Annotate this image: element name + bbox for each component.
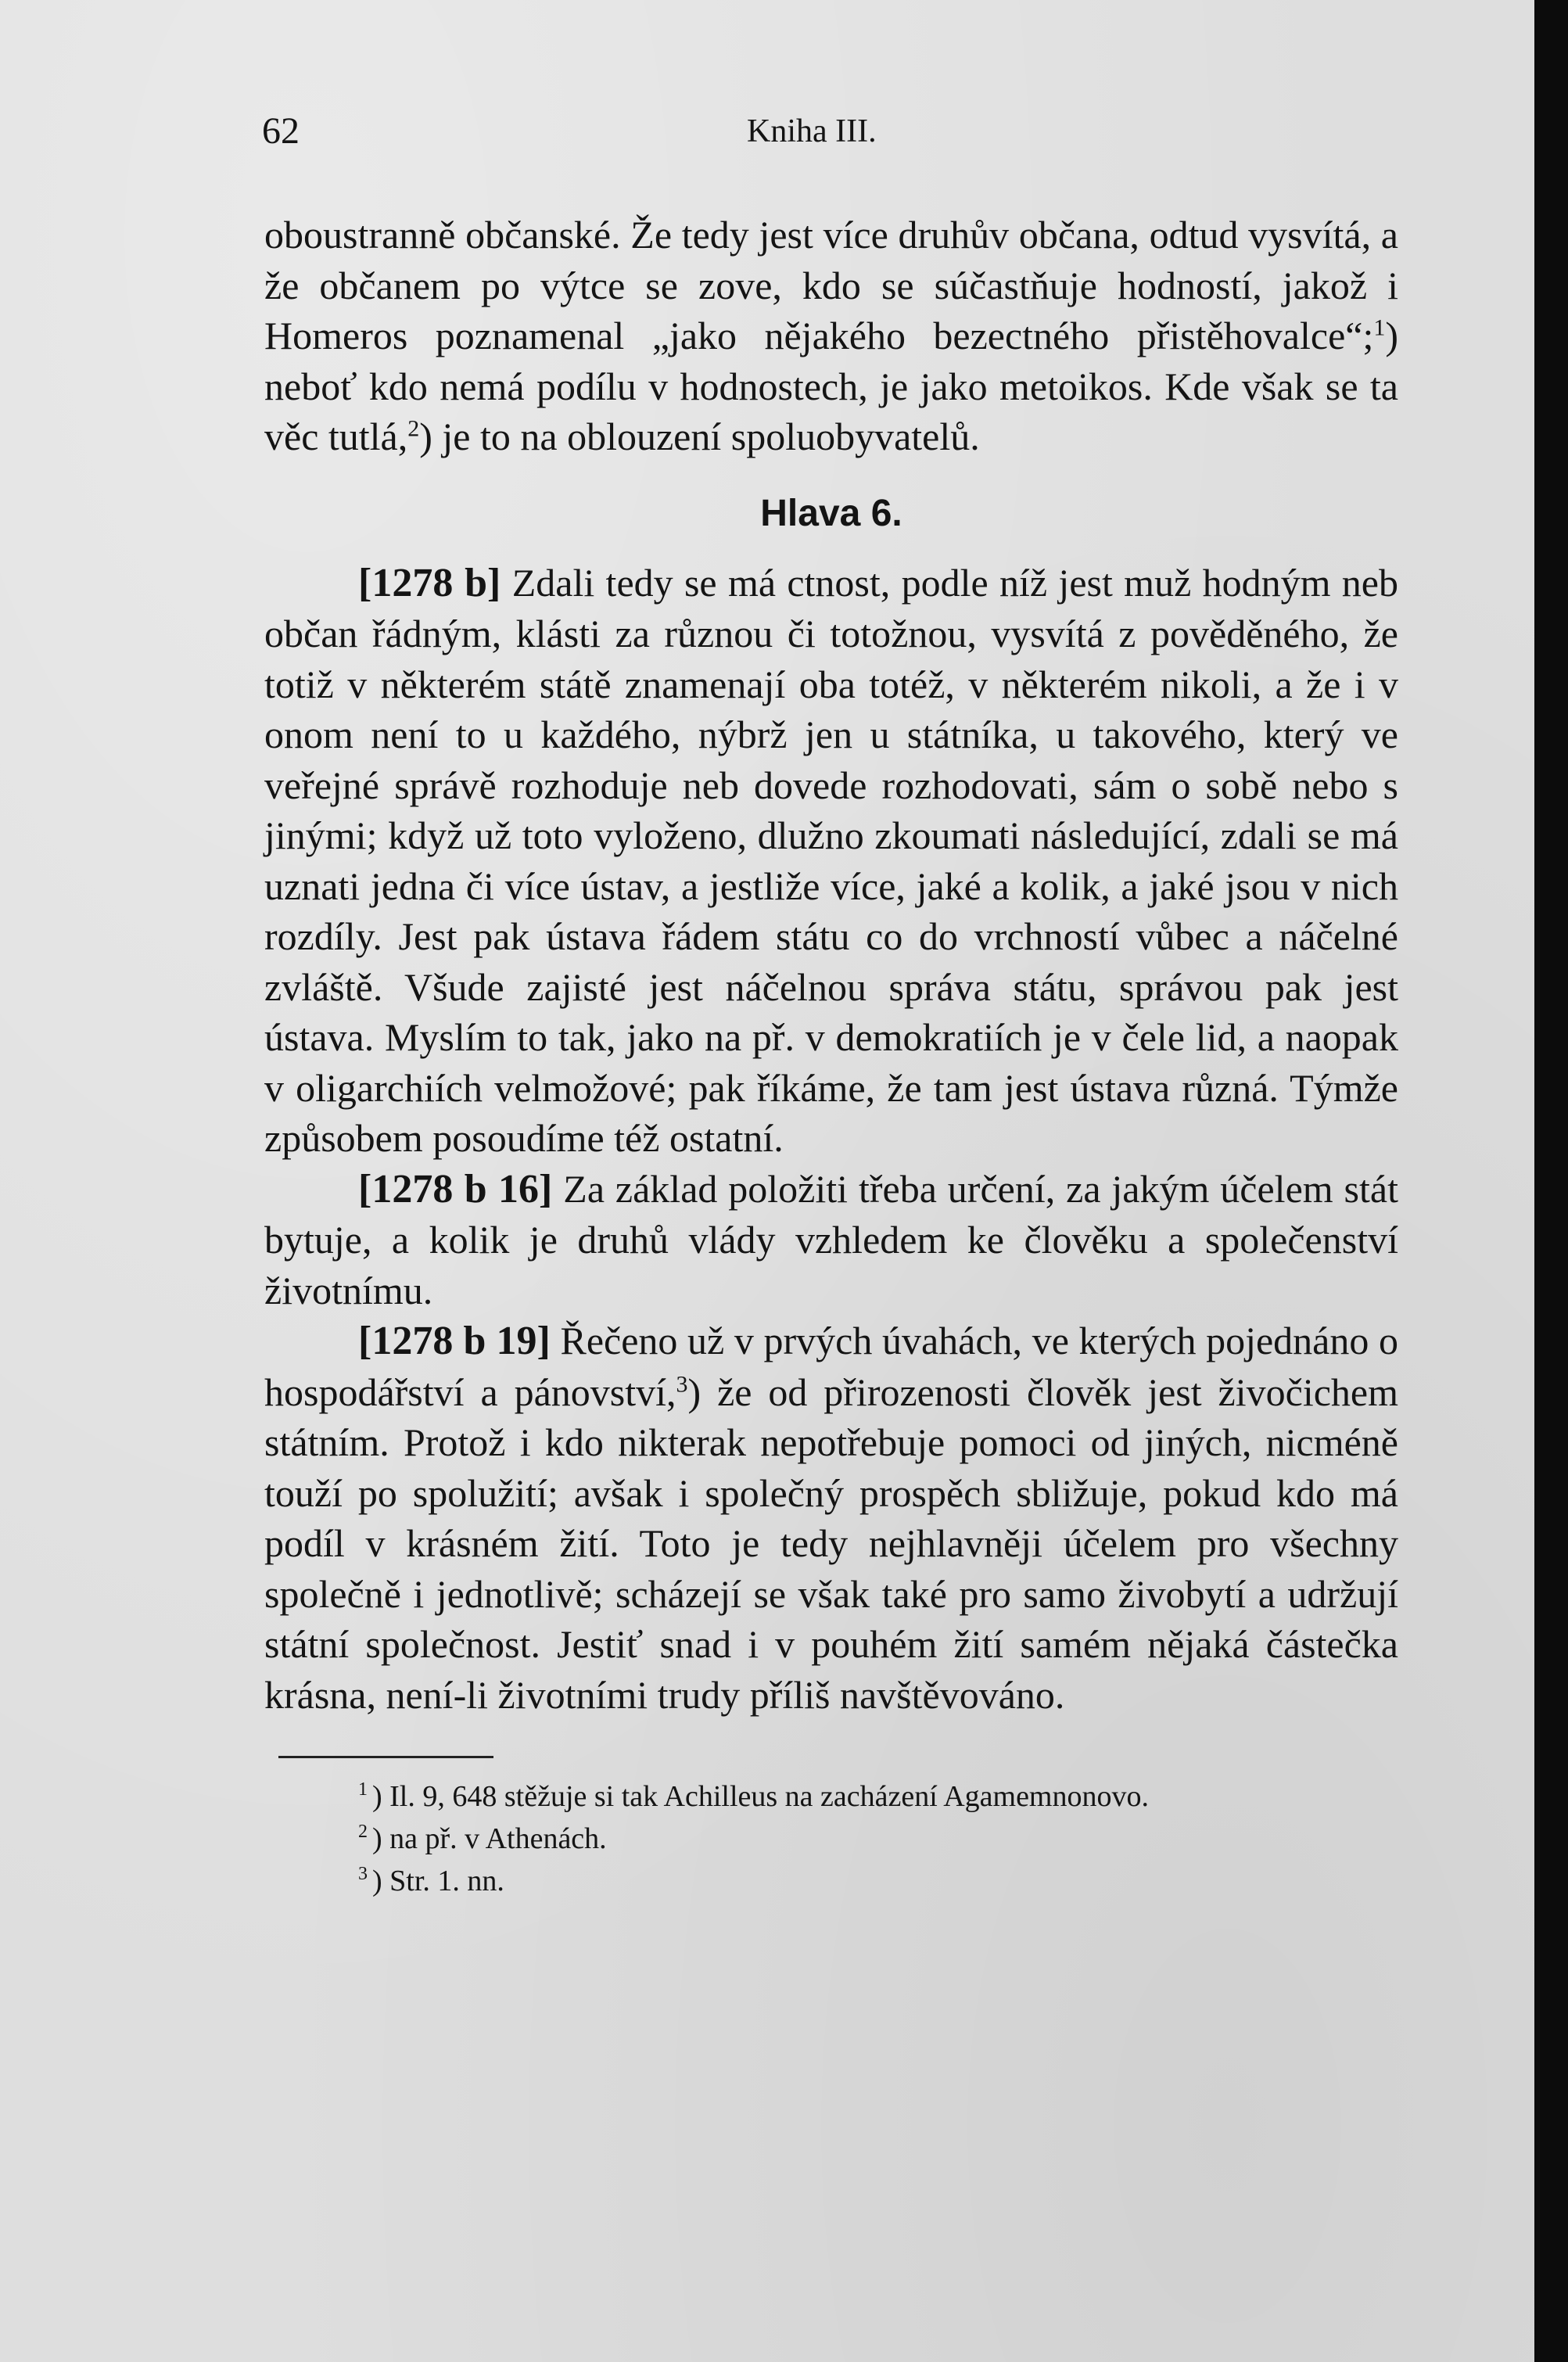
text-block <box>264 210 1398 1902</box>
footnote <box>358 1818 1398 1860</box>
bekker-reference: [1278 b 16] <box>358 1166 553 1212</box>
footnote-text: ) Str. 1. nn. <box>372 1865 504 1897</box>
chapter-heading: Hlava 6. <box>760 492 902 534</box>
paragraph-2-text: Zdali tedy se má ctnost, podle níž jest muž hodným neb občan řádným, klásti za různou či totožnou, vysvítá z pověděného, že totiž v některém státě znamenají oba totéž, v některém nikoli, a že i v onom není to u každého, nýbrž jen u státníka, u takového, který ve veřejné správě rozhoduje neb dovede rozhodovati, sám o sobě nebo s jinými; když už toto vyloženo, dlužno zkoumati následující, zdali se má uznati jedna či více ústav, a jestliže více, jaké a kolik, a jaké jsou v nich rozdíly. Jest pak ústava řádem státu co do vrchností vůbec a náčelné zvláště. Všude zajisté jest náčelnou správa státu, správou pak jest ústava. Myslím to tak, jako na př. v demokratiích je v čele lid, a naopak v oligarchiích velmožové; pak říkáme, že tam jest ústava různá. Týmže způsobem posoudíme též ostatní. <box>264 560 1398 1160</box>
paragraph-1-text-b: ) neboť kdo nemá podílu v hodnostech, je jako metoikos. Kde však se ta věc tutlá, <box>264 314 1398 458</box>
footnote-mark: 3 <box>358 1864 368 1885</box>
paragraph-1-text-a: oboustranně občanské. Že tedy jest více druhův občana, odtud vysvítá, a že občanem po výtce se zove, kdo se súčastňuje hodností, jakož i Homeros poznamenal „jako nějakého bezectného přistěhovalce“; <box>264 213 1398 357</box>
running-head <box>262 109 1404 164</box>
footnote-text: ) Il. 9, 648 stěžuje si tak Achilleus na zacházení Agamemnonovo. <box>372 1780 1149 1813</box>
bekker-reference: [1278 b 19] <box>358 1319 551 1363</box>
bekker-reference: [1278 b] <box>358 560 501 605</box>
footnote <box>358 1860 1398 1902</box>
paragraph-1 <box>264 210 1398 462</box>
footnote-divider <box>278 1756 493 1758</box>
footnote-ref-1: 1 <box>1373 314 1386 341</box>
paragraph-3-text: Za základ položiti třeba určení, za jakým účelem stát bytuje, a kolik je druhů vlády vzhledem ke člověku a společenství životnímu. <box>264 1166 1398 1312</box>
scan-edge <box>1534 0 1568 2362</box>
footnote-mark: 1 <box>358 1779 368 1800</box>
paragraph-2 <box>264 558 1398 1164</box>
paragraph-3 <box>264 1164 1398 1316</box>
footnotes <box>264 1775 1398 1902</box>
footnote-ref-2: 2 <box>407 415 420 442</box>
footnote <box>358 1775 1398 1818</box>
paragraph-4 <box>264 1316 1398 1720</box>
page-number: 62 <box>262 110 300 152</box>
footnote-text: ) na př. v Athenách. <box>372 1822 607 1855</box>
footnote-mark: 2 <box>358 1822 368 1843</box>
paragraph-4-text-b: ) že od přirozenosti člověk jest živočichem státním. Protož i kdo nikterak nepotřebuje pomoci od jiných, nicméně touží po spolužití; avšak i společný prospěch sbližuje, pokud kdo má podíl v krásném žití. Toto je tedy nejhlavněji účelem pro všechny společně i jednotlivě; scházejí se však také pro samo živobytí a udržují státní společnost. Jestiť snad i v pouhém žití samém nějaká částečka krásna, není-li životními trudy příliš navštěvováno. <box>264 1369 1398 1717</box>
footnote-ref-3: 3 <box>676 1370 688 1397</box>
paragraph-1-text-c: ) je to na oblouzení spoluobyvatelů. <box>419 415 980 458</box>
book-title: Kniha III. <box>747 113 877 149</box>
paragraph-4-text-a: Řečeno už v prvých úvahách, ve kterých pojednáno o hospodářství a pánovství, <box>264 1319 1398 1414</box>
